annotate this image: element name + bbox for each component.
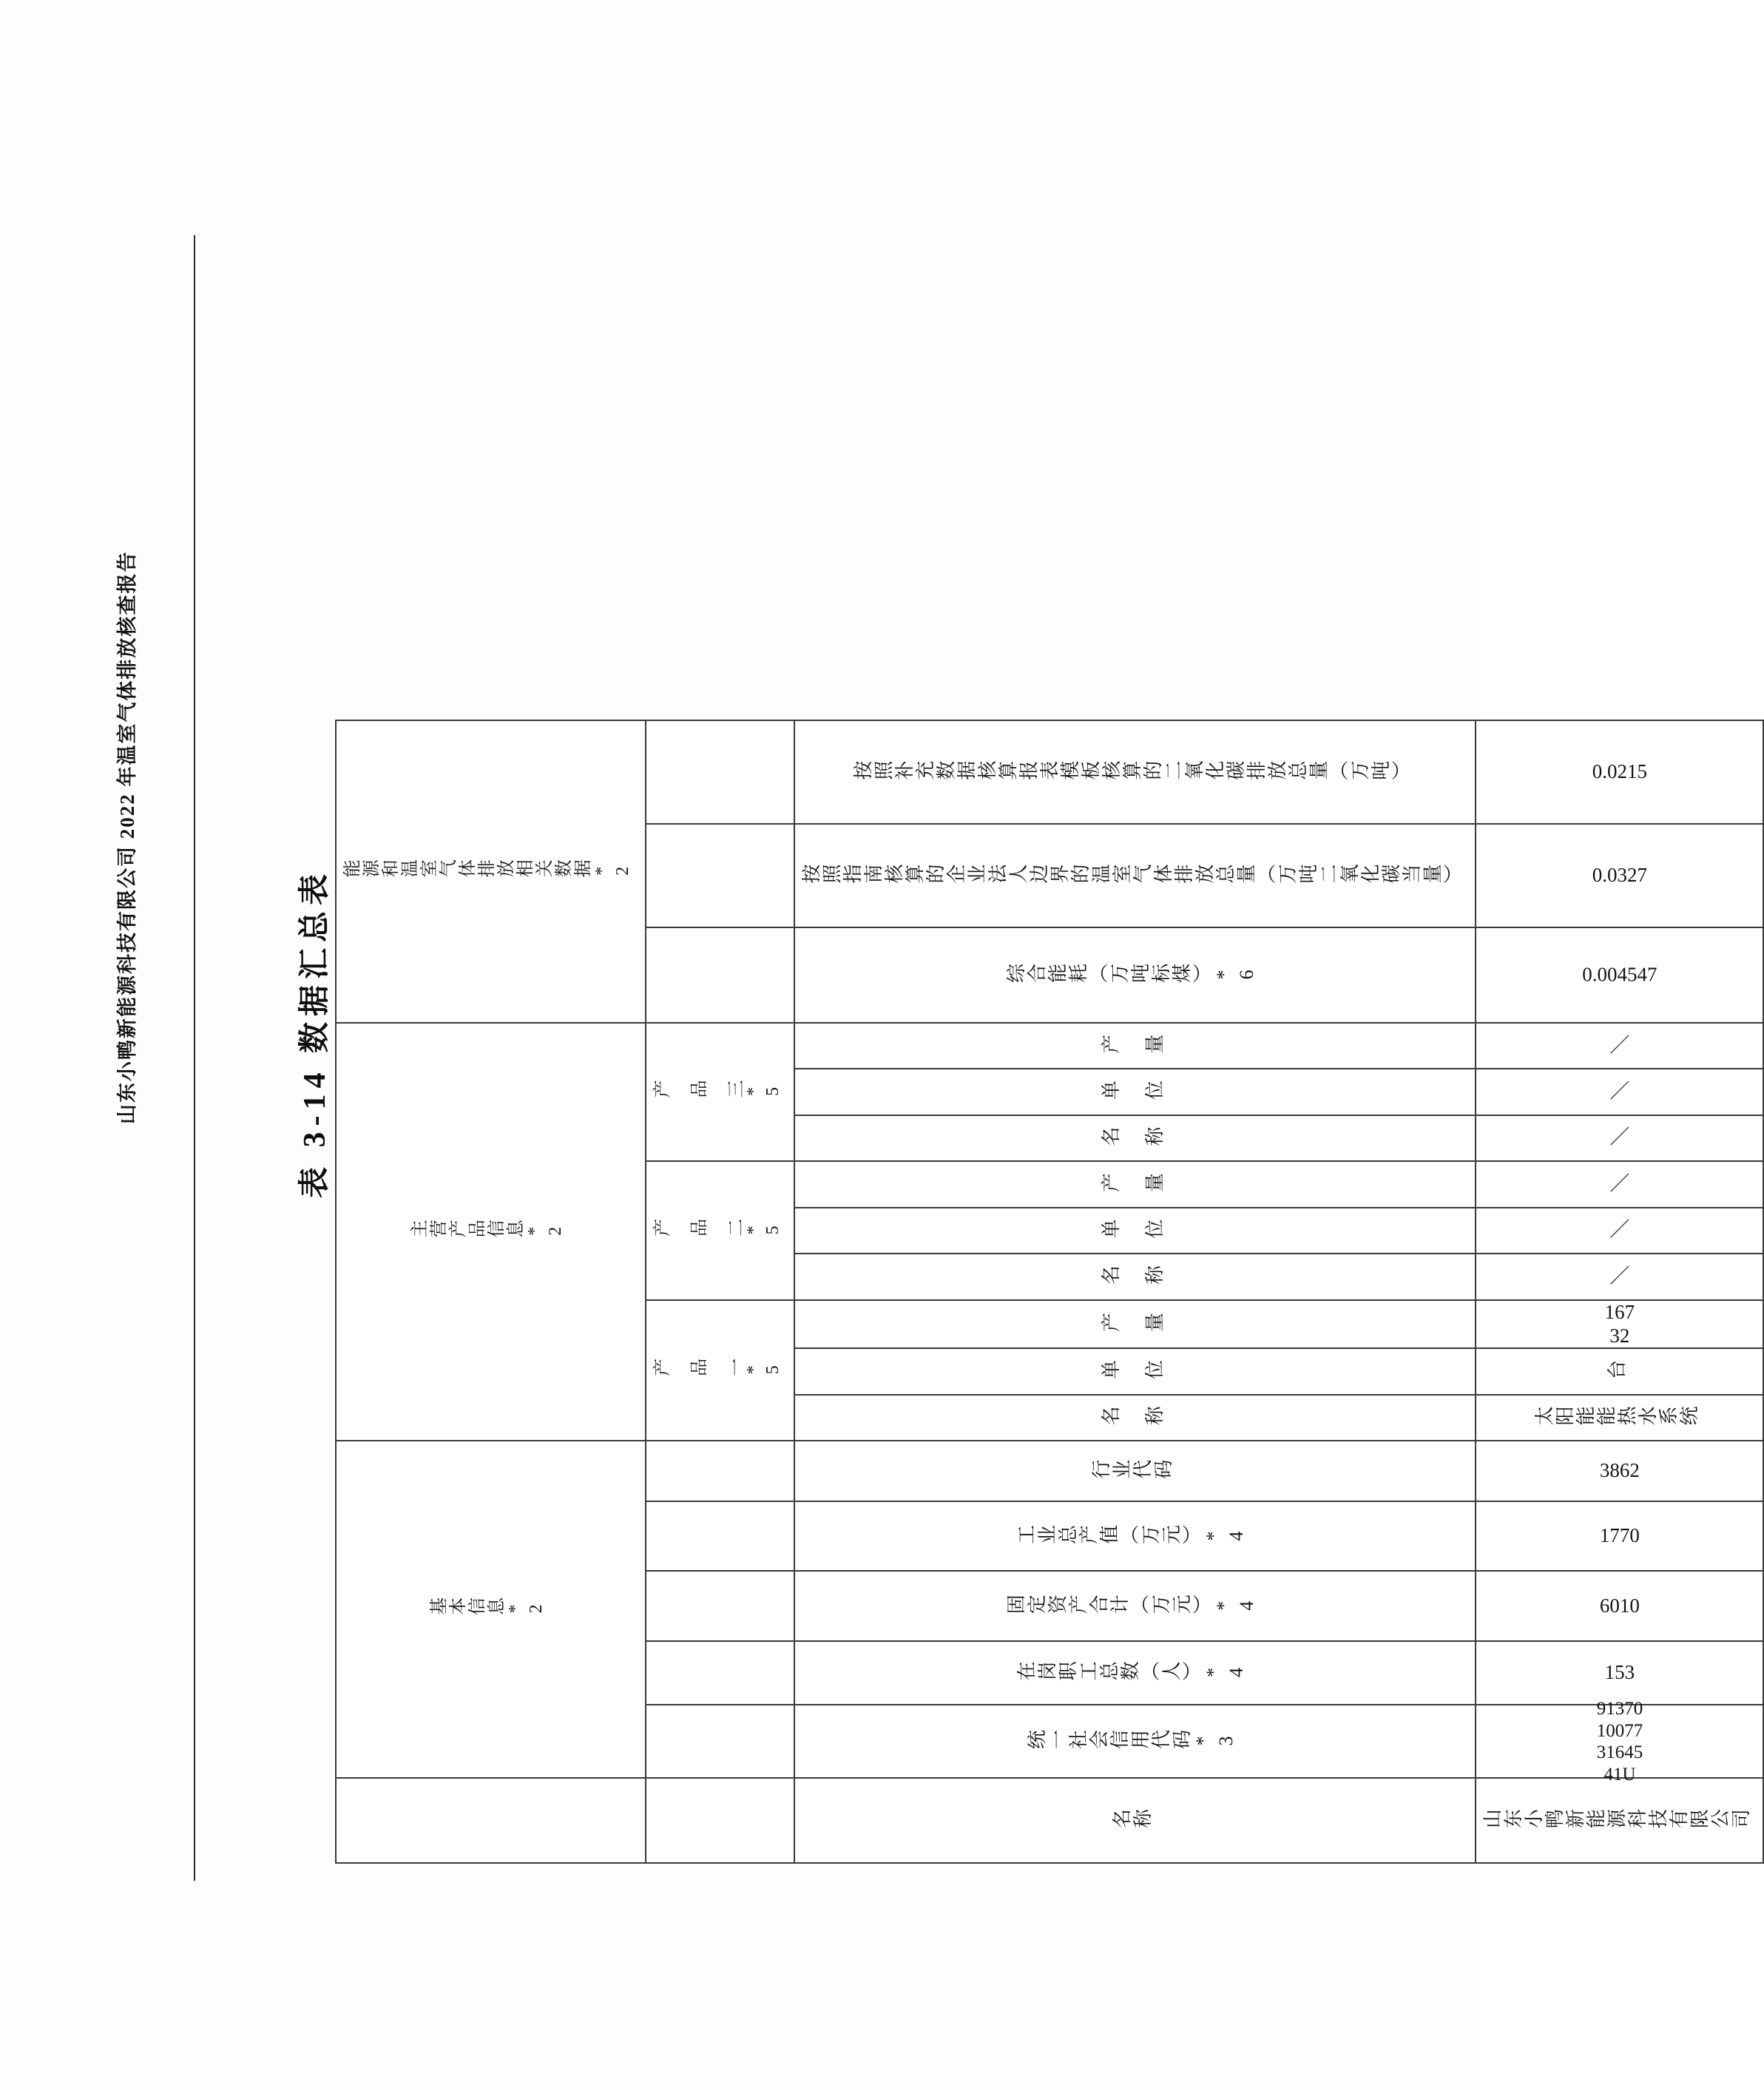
col-header-p1-unit-label: 单 位 [1100,1360,1165,1382]
cell-name [1476,1778,1763,1863]
col-header-industrial-output [794,1501,1476,1571]
cell-ghg-guideline [1476,824,1763,927]
cell-energy-consumption-value: 0.004547 [1581,963,1657,986]
col-header-p1-qty-label: 产 量 [1100,1313,1165,1335]
group-header-products [336,1023,646,1441]
group-header-products-label: 主营产品信息*2 [410,1221,567,1241]
col-header-credit-code [794,1705,1476,1778]
spacer-name [646,1778,794,1863]
col-header-industry-code-label: 行业代码 [1091,1460,1174,1482]
table-product-group-row [646,720,794,1863]
cell-employees [1476,1641,1763,1705]
col-header-p1-name-label: 名 称 [1100,1406,1165,1428]
cell-industrial-output-value: 1770 [1599,1524,1640,1547]
cell-p1-name-value: 太阳能能热水系统 [1534,1406,1700,1428]
cell-ghg-supplement-value: 0.0215 [1592,760,1647,783]
cell-p1-qty-value: 167 32 [1604,1300,1635,1347]
cell-credit-code [1476,1698,1763,1784]
group-header-basic-label: 基本信息*2 [429,1599,547,1619]
cell-p3-name-value: ／ [1609,1126,1629,1149]
col-header-ghg-supplement [794,720,1476,824]
cell-industry-code-value: 3862 [1599,1459,1640,1482]
cell-p2-qty [1476,1161,1763,1207]
cell-p3-unit-value: ／ [1609,1080,1629,1103]
cell-p2-name-value: ／ [1609,1265,1629,1288]
product-group-2 [646,1161,794,1299]
col-header-p2-name-label: 名 称 [1100,1265,1165,1288]
group-header-energy-ghg [336,720,646,1023]
document-header: 山东小鸭新能源科技有限公司 2022 年温室气体排放核查报告 [116,550,138,1124]
cell-p1-unit-value: 台 [1606,1360,1627,1382]
col-header-credit-code-label: 统一社会信用代码*3 [1027,1730,1238,1752]
cell-fixed-assets [1476,1571,1763,1640]
col-header-p2-name [794,1254,1476,1299]
spacer-supp [646,720,794,824]
col-header-p3-unit [794,1069,1476,1115]
cell-ghg-supplement [1476,720,1763,824]
col-header-name-label: 名称 [1112,1809,1153,1831]
spacer-emp [646,1641,794,1705]
cell-p1-qty [1476,1300,1763,1348]
cell-p3-name [1476,1115,1763,1161]
col-header-energy-consumption-label: 综合能耗（万吨标煤）*6 [1006,964,1259,986]
col-header-p3-qty-label: 产 量 [1100,1035,1165,1057]
col-header-ghg-supplement-label: 按照补充数据核算报表模板核算的二氧化碳排放总量（万吨） [853,761,1412,783]
cell-credit-code-value: 91370 10077 31645 41U [1596,1698,1643,1784]
data-summary-table-wrapper [335,720,1764,1864]
col-header-p2-unit-label: 单 位 [1100,1220,1165,1242]
cell-name-value: 山东小鸭新能源科技有限公司 [1482,1809,1751,1831]
spacer-ghg [646,824,794,927]
product-group-2-label: 产 品 二*5 [652,1220,783,1240]
col-header-fixed-assets-label: 固定资产合计（万元）*4 [1006,1594,1259,1617]
col-header-p3-unit-label: 单 位 [1100,1080,1165,1103]
table-row [1476,720,1763,1863]
corner-cell [336,1778,646,1863]
cell-industry-code [1476,1441,1763,1501]
col-header-fixed-assets [794,1571,1476,1640]
spacer-code [646,1705,794,1778]
col-header-p3-name [794,1115,1476,1161]
data-summary-table [335,720,1764,1864]
group-header-energy-ghg-label: 能源和温室气体排放相关数据*2 [342,861,634,881]
cell-fixed-assets-value: 6010 [1599,1594,1640,1617]
cell-energy-consumption [1476,927,1763,1023]
col-header-ghg-guideline-label: 按照指南核算的企业法人边界的温室气体排放总量（万吨二氧化碳当量） [801,865,1464,887]
col-header-industrial-output-label: 工业总产值（万元）*4 [1016,1525,1248,1547]
col-header-p1-qty [794,1300,1476,1348]
col-header-p2-qty [794,1161,1476,1207]
spacer-industry [646,1441,794,1501]
col-header-p2-qty-label: 产 量 [1100,1173,1165,1195]
product-group-1-label: 产 品 一*5 [652,1360,783,1380]
group-header-basic [336,1441,646,1778]
table-title: 表 3-14 数据汇总表 [298,868,332,1198]
cell-p3-qty-value: ／ [1609,1034,1629,1057]
cell-industrial-output [1476,1501,1763,1571]
col-header-ghg-guideline [794,824,1476,927]
cell-p2-qty-value: ／ [1609,1172,1629,1195]
col-header-employees-label: 在岗职工总数（人）*4 [1016,1661,1248,1683]
cell-p2-unit [1476,1208,1763,1254]
cell-p1-unit [1476,1348,1763,1394]
col-header-p3-name-label: 名 称 [1100,1127,1165,1149]
col-header-p1-name [794,1395,1476,1441]
cell-p3-qty [1476,1023,1763,1069]
col-header-name [794,1778,1476,1863]
spacer-asset [646,1571,794,1640]
product-group-3-label: 产 品 三*5 [652,1081,783,1101]
spacer-energy [646,927,794,1023]
spacer-output [646,1501,794,1571]
col-header-p3-qty [794,1023,1476,1069]
table-column-header-row [794,720,1476,1863]
col-header-p1-unit [794,1348,1476,1394]
col-header-p2-unit [794,1208,1476,1254]
col-header-employees [794,1641,1476,1705]
col-header-industry-code [794,1441,1476,1501]
header-divider [194,235,195,1881]
product-group-3 [646,1023,794,1161]
cell-p1-name [1476,1395,1763,1441]
cell-p2-name [1476,1254,1763,1299]
product-group-1 [646,1300,794,1441]
table-group-header-row [336,720,646,1863]
col-header-energy-consumption [794,927,1476,1023]
cell-p2-unit-value: ／ [1609,1219,1629,1242]
cell-employees-value: 153 [1604,1660,1635,1683]
cell-ghg-guideline-value: 0.0327 [1592,863,1647,886]
cell-p3-unit [1476,1069,1763,1115]
